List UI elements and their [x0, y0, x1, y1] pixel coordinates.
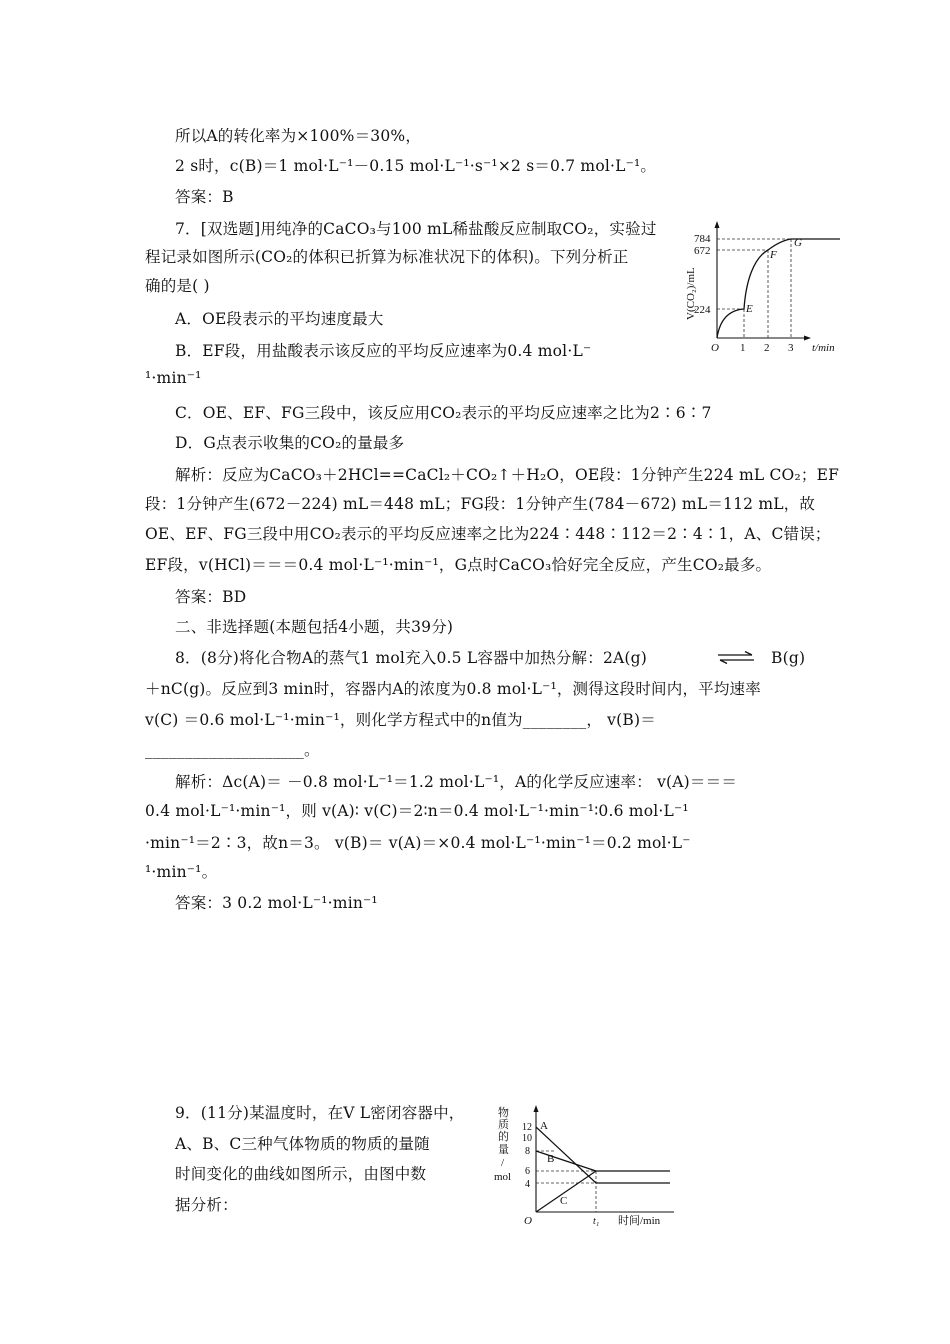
y-tick-label: 672: [694, 245, 711, 257]
text-line: 所以A的转化率为×100%＝30%，: [175, 127, 422, 145]
x-axis-label: 时间/min: [618, 1215, 661, 1227]
question-9-line: 据分析：: [175, 1196, 238, 1214]
y-tick-label: 784: [694, 233, 711, 245]
question-8-line: v(C) ＝0.6 mol·L⁻¹·min⁻¹，则化学方程式中的n值为________， v(B)＝: [145, 711, 656, 729]
origin-label: O: [711, 342, 719, 354]
y-tick-label: 6: [525, 1166, 530, 1177]
option-b: B．EF段，用盐酸表示该反应的平均反应速率为0.4 mol·L⁻: [175, 342, 592, 360]
y-tick-label: 12: [522, 1122, 532, 1133]
question-7-line: 7．[双选题]用纯净的CaCO₃与100 mL稀盐酸反应制取CO₂，实验过: [175, 220, 657, 238]
curve-label-a: A: [540, 1120, 548, 1132]
question-9-line: 9．(11分)某温度时，在V L密闭容器中，: [175, 1104, 465, 1122]
question-8-line: ＋nC(g)。反应到3 min时，容器内A的浓度为0.8 mol·L⁻¹，测得这段时间内，平均速率: [145, 680, 761, 698]
analysis-line: ·min⁻¹＝2∶3，故n＝3。 v(B)＝ v(A)＝×0.4 mol·L⁻¹·min⁻¹＝0.2 mol·L⁻: [145, 834, 691, 852]
analysis-line: 解析：Δc(A)＝ －0.8 mol·L⁻¹＝1.2 mol·L⁻¹，A的化学反应速率： v(A)＝＝＝: [175, 773, 738, 791]
analysis-line: ¹·min⁻¹。: [145, 863, 218, 881]
question-7-line: 确的是( ): [145, 277, 210, 295]
section-heading: 二、非选择题(本题包括4小题，共39分): [175, 618, 454, 636]
co2-volume-graph: [680, 220, 850, 370]
x-tick-label: 3: [788, 342, 794, 354]
co2-curve: [717, 239, 840, 338]
option-a: A．OE段表示的平均速度最大: [175, 310, 384, 328]
reversible-arrow-icon: [716, 651, 756, 665]
question-8-line: 8．(8分)将化合物A的蒸气1 mol充入0.5 L容器中加热分解：2A(g): [175, 649, 648, 667]
question-7-line: 程记录如图所示(CO₂的体积已折算为标准状况下的体积)。下列分析正: [145, 248, 629, 266]
option-d: D．G点表示收集的CO₂的量最多: [175, 434, 405, 452]
analysis-line: 段：1分钟产生(672－224) mL＝448 mL；FG段：1分钟产生(784－672) mL＝112 mL，故: [145, 495, 816, 513]
analysis-line: 解析：反应为CaCO₃＋2HCl==CaCl₂＋CO₂↑＋H₂O，OE段：1分钟产生224 mL CO₂；EF: [175, 466, 840, 484]
x-tick-label: 1: [740, 342, 746, 354]
analysis-line: EF段，v(HCl)＝＝＝0.4 mol·L⁻¹·min⁻¹，G点时CaCO₃恰好完全反应，产生CO₂最多。: [145, 556, 772, 574]
y-tick-label: 4: [525, 1179, 530, 1190]
y-tick-label: 224: [694, 304, 711, 316]
answer-line: 答案：3 0.2 mol·L⁻¹·min⁻¹: [175, 894, 378, 912]
question-8-blank: ____________________。: [145, 741, 320, 759]
curve-a: [536, 1127, 596, 1183]
y-axis-label: 质: [498, 1119, 509, 1131]
text-line: 2 s时，c(B)＝1 mol·L⁻¹－0.15 mol·L⁻¹·s⁻¹×2 s＝0.7 mol·L⁻¹。: [175, 157, 657, 175]
curve-label-b: B: [547, 1153, 555, 1165]
y-axis-label: mol: [494, 1171, 512, 1183]
y-axis-label: 物: [498, 1107, 509, 1119]
y-axis-label: 量: [498, 1144, 509, 1156]
substance-amount-graph: [490, 1102, 680, 1232]
analysis-line: OE、EF、FG三段中用CO₂表示的平均反应速率之比为224∶448∶112＝2∶4∶1，A、C错误；: [145, 525, 831, 543]
point-label-e: E: [746, 303, 753, 315]
y-axis-label: V(CO₂)/mL: [685, 267, 697, 320]
point-label-f: F: [770, 249, 777, 261]
answer-line: 答案：BD: [175, 588, 247, 606]
option-b-cont: ¹·min⁻¹: [145, 369, 202, 387]
analysis-line: 0.4 mol·L⁻¹·min⁻¹，则 v(A)∶ v(C)＝2∶n＝0.4 mol·L⁻¹·min⁻¹∶0.6 mol·L⁻¹: [145, 802, 689, 820]
y-axis-label: /: [501, 1157, 505, 1169]
curve-label-c: C: [560, 1195, 568, 1207]
curve-b: [536, 1151, 596, 1171]
answer-line: 答案：B: [175, 188, 234, 206]
y-axis-label: 的: [498, 1131, 509, 1143]
y-tick-label: 8: [525, 1146, 530, 1157]
x-axis-label: t/min: [812, 342, 835, 354]
x-tick-label: 2: [764, 342, 770, 354]
question-8-line: B(g): [771, 649, 806, 667]
question-9-line: 时间变化的曲线如图所示，由图中数: [175, 1165, 427, 1183]
point-label-g: G: [794, 237, 802, 249]
question-9-line: A、B、C三种气体物质的物质的量随: [175, 1135, 430, 1153]
y-tick-label: 10: [522, 1133, 532, 1144]
option-c: C．OE、EF、FG三段中，该反应用CO₂表示的平均反应速率之比为2∶6∶7: [175, 404, 712, 422]
x-tick-label: t₁: [593, 1216, 600, 1227]
origin-label: O: [524, 1215, 532, 1227]
